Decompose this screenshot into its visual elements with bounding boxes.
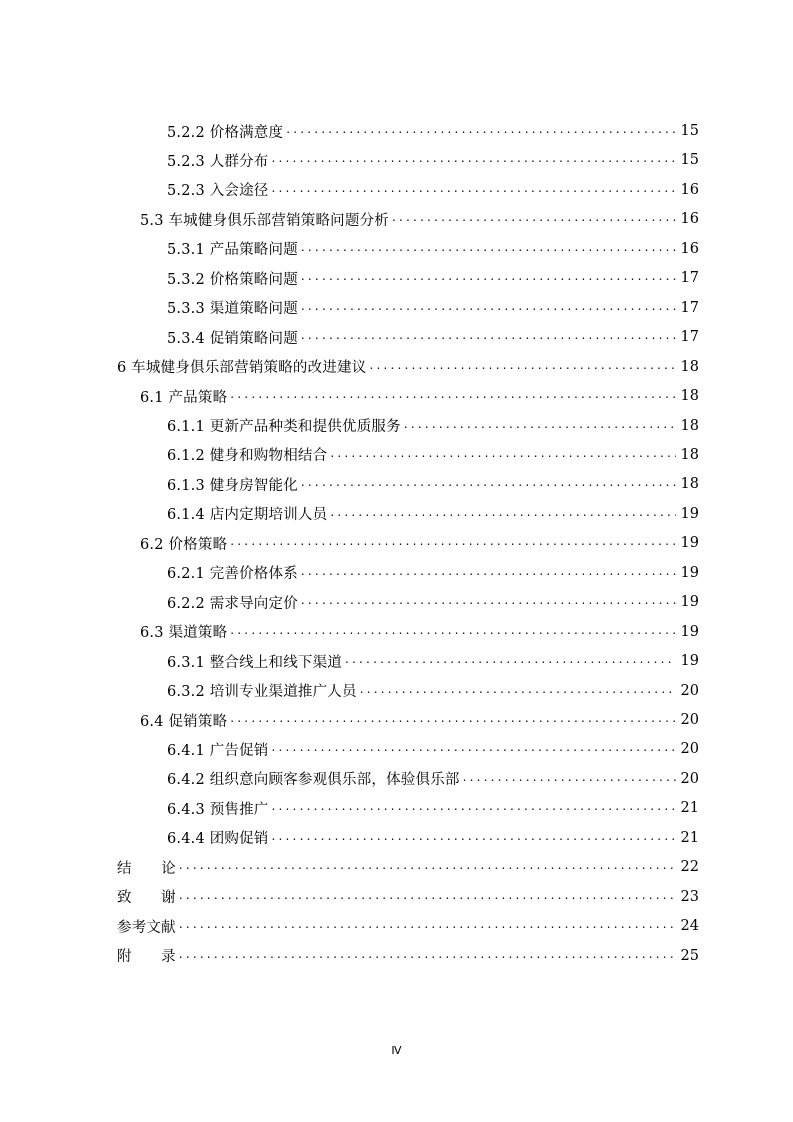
toc-leader-dots: [369, 358, 676, 372]
toc-leader-dots: [179, 917, 676, 931]
toc-entry-page: 19: [680, 564, 699, 581]
toc-entry-label: 参考文献: [117, 919, 176, 936]
toc-entry[interactable]: [140, 705, 699, 735]
toc-leader-dots: [179, 888, 676, 902]
toc-entry[interactable]: [140, 204, 699, 234]
toc-entry[interactable]: [117, 941, 699, 971]
toc-entry-page: 21: [680, 829, 699, 846]
toc-entry-label: 致 谢: [117, 890, 176, 907]
toc-entry[interactable]: [167, 440, 699, 470]
toc-entry-page: 17: [680, 270, 699, 287]
toc-entry-label: 6.4.3 预售推广: [167, 801, 269, 818]
toc-leader-dots: [286, 122, 676, 136]
toc-leader-dots: [272, 740, 676, 754]
toc-leader-dots: [301, 593, 676, 607]
toc-entry-page: 20: [680, 770, 699, 787]
toc-entry-page: 19: [680, 505, 699, 522]
toc-entry-page: 19: [680, 594, 699, 611]
toc-leader-dots: [345, 652, 676, 666]
toc-entry-page: 19: [680, 535, 699, 552]
toc-entry-label: 6.1.1 更新产品种类和提供优质服务: [167, 419, 401, 435]
toc-entry[interactable]: [167, 676, 699, 706]
toc-entry-label: 6.1 产品策略: [140, 389, 228, 406]
toc-leader-dots: [272, 799, 676, 813]
toc-entry-label: 结 论: [117, 860, 176, 877]
toc-entry-label: 6 车城健身俱乐部营销策略的改进建议: [117, 360, 367, 377]
toc-entry[interactable]: [167, 411, 699, 441]
toc-entry-page: 24: [680, 918, 699, 935]
toc-entry[interactable]: [167, 145, 699, 175]
toc-leader-dots: [272, 829, 676, 843]
toc-leader-dots: [404, 417, 676, 431]
toc-leader-dots: [230, 711, 676, 725]
toc-leader-dots: [301, 328, 676, 342]
toc-entry[interactable]: [167, 263, 699, 293]
toc-entry[interactable]: [117, 882, 699, 912]
toc-entry[interactable]: [117, 911, 699, 941]
toc-entry[interactable]: [167, 499, 699, 529]
toc-entry-page: 18: [680, 446, 699, 463]
toc-entry[interactable]: [117, 852, 699, 882]
toc-entry-page: 16: [680, 240, 699, 257]
toc-leader-dots: [301, 299, 676, 313]
toc-leader-dots: [179, 947, 676, 961]
toc-entry[interactable]: [167, 646, 699, 676]
toc-entry-page: 20: [680, 682, 699, 699]
toc-entry-label: 5.3.3 渠道策略问题: [167, 301, 298, 318]
toc-entry-label: 6.1.2 健身和购物相结合: [167, 448, 328, 465]
toc-entry-label: 6.4 促销策略: [140, 713, 228, 730]
toc-leader-dots: [272, 181, 676, 195]
toc-entry-label: 5.3 车城健身俱乐部营销策略问题分析: [140, 212, 389, 229]
toc-entry[interactable]: [167, 587, 699, 617]
toc-entry-label: 6.1.4 店内定期培训人员: [167, 507, 328, 524]
toc-leader-dots: [392, 210, 676, 224]
toc-entry-label: 附 录: [117, 949, 176, 966]
toc-leader-dots: [360, 682, 676, 696]
toc-entry-label: 6.4.1 广告促销: [167, 742, 269, 759]
toc-entry[interactable]: [167, 293, 699, 323]
toc-entry-label: 6.4.2 组织意向顾客参观俱乐部，体验俱乐部: [167, 772, 460, 789]
toc-entry-label: 6.4.4 团购促销: [167, 831, 269, 848]
toc-leader-dots: [463, 770, 676, 784]
toc-entry-page: 19: [680, 623, 699, 640]
toc-entry[interactable]: [140, 528, 699, 558]
toc-leader-dots: [230, 623, 676, 637]
toc-entry-label: 5.2.3 人群分布: [167, 153, 269, 170]
toc-entry[interactable]: [167, 764, 699, 794]
toc-leader-dots: [330, 505, 676, 519]
toc-entry-page: 17: [680, 329, 699, 346]
toc-entry-page: 25: [680, 947, 699, 964]
toc-leader-dots: [230, 534, 676, 548]
page-number: Ⅳ: [391, 1044, 402, 1057]
toc-leader-dots: [301, 564, 676, 578]
toc-entry[interactable]: [167, 322, 699, 352]
toc-entry-page: 18: [680, 358, 699, 375]
toc-entry[interactable]: [167, 823, 699, 853]
toc-entry-label: 6.3 渠道策略: [140, 625, 228, 642]
toc-entry[interactable]: [167, 793, 699, 823]
toc-entry-label: 5.3.2 价格策略问题: [167, 271, 298, 288]
toc-leader-dots: [230, 387, 676, 401]
toc-entry-label: 6.2 价格策略: [140, 536, 228, 553]
toc-entry-label: 5.2.3 入会途径: [167, 183, 269, 200]
toc-entry-page: 16: [680, 181, 699, 198]
toc-entry-page: 23: [680, 888, 699, 905]
toc-entry-page: 21: [680, 800, 699, 817]
toc-entry-page: 17: [680, 299, 699, 316]
toc-leader-dots: [301, 240, 676, 254]
toc-entry-label: 6.3.2 培训专业渠道推广人员: [167, 684, 357, 701]
toc-entry[interactable]: [167, 116, 699, 146]
toc-entry-page: 18: [680, 388, 699, 405]
toc-entry-page: 19: [680, 653, 699, 670]
toc-entry-page: 15: [680, 123, 699, 139]
toc-entry-label: 5.2.2 价格满意度: [167, 124, 284, 141]
toc-entry[interactable]: [140, 617, 699, 647]
toc-entry-page: 18: [680, 417, 699, 434]
toc-entry-page: 16: [680, 211, 699, 228]
toc-entry-label: 5.3.1 产品策略问题: [167, 242, 298, 259]
toc-entry[interactable]: [167, 469, 699, 499]
toc-leader-dots: [301, 475, 676, 489]
toc-entry-label: 6.3.1 整合线上和线下渠道: [167, 654, 343, 671]
toc-entry-label: 6.1.3 健身房智能化: [167, 477, 298, 494]
toc-leader-dots: [330, 446, 676, 460]
toc-entry[interactable]: [167, 175, 699, 205]
toc-leader-dots: [179, 858, 676, 872]
toc-entry[interactable]: [167, 234, 699, 264]
toc-entry-page: 22: [680, 859, 699, 876]
toc-entry[interactable]: [140, 381, 699, 411]
toc-entry-page: 20: [680, 712, 699, 728]
toc-leader-dots: [272, 151, 676, 165]
toc-entry-label: 5.3.4 促销策略问题: [167, 330, 298, 347]
toc-entry-label: 6.2.2 需求导向定价: [167, 595, 298, 612]
toc-entry[interactable]: [167, 558, 699, 588]
toc-entry-page: 15: [680, 152, 699, 169]
toc-leader-dots: [301, 269, 676, 283]
toc-entry[interactable]: [167, 734, 699, 764]
toc-entry-page: 20: [680, 741, 699, 758]
toc-entry-label: 6.2.1 完善价格体系: [167, 566, 298, 583]
toc-entry-page: 18: [680, 476, 699, 493]
toc-entry[interactable]: [117, 352, 699, 382]
